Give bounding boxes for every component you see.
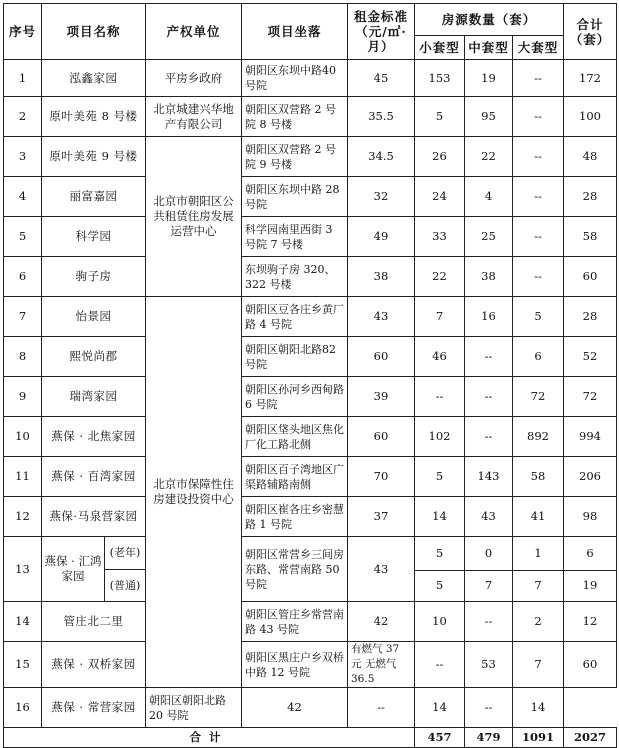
cell-large: 7 — [513, 570, 564, 601]
summary-total: 2027 — [564, 728, 617, 748]
cell-no: 16 — [4, 688, 42, 728]
cell-total: 206 — [564, 457, 617, 497]
cell-location: 朝阳区崔各庄乡密慧路 1 号院 — [242, 497, 348, 537]
header-total: 合计（套） — [564, 4, 617, 60]
cell-no: 9 — [4, 377, 42, 417]
cell-rent: 49 — [348, 217, 415, 257]
table-row — [4, 457, 617, 497]
cell-small: 102 — [415, 417, 465, 457]
cell-small: -- — [348, 688, 415, 728]
cell-owner: 北京市保障性住房建设投资中心 — [146, 297, 242, 688]
cell-location: 朝阳区豆各庄乡黄厂路 4 号院 — [242, 297, 348, 337]
cell-subtype-elderly: (老年) — [105, 537, 145, 570]
cell-medium: 25 — [465, 217, 513, 257]
cell-small: 22 — [415, 257, 465, 297]
cell-rent: 37 — [348, 497, 415, 537]
cell-total: 994 — [564, 417, 617, 457]
cell-large: 41 — [513, 497, 564, 537]
cell-total: 172 — [564, 60, 617, 97]
cell-small: 26 — [415, 137, 465, 177]
cell-rent: 43 — [348, 297, 415, 337]
table-row — [4, 688, 617, 728]
cell-subtype-regular: (普通) — [109, 578, 141, 592]
cell-large: 1 — [513, 537, 564, 571]
cell-rent: 42 — [348, 602, 415, 642]
cell-large: -- — [513, 217, 564, 257]
table-row — [4, 642, 617, 688]
cell-small: -- — [415, 642, 465, 688]
cell-medium: -- — [465, 377, 513, 417]
cell-medium: 19 — [465, 60, 513, 97]
table-row — [4, 497, 617, 537]
table-row — [4, 377, 617, 417]
cell-rent: 39 — [348, 377, 415, 417]
cell-location: 科学园南里西街 3 号院 7 号楼 — [242, 217, 348, 257]
cell-no: 13 — [4, 537, 42, 602]
cell-name: 燕保 · 双桥家园 — [42, 642, 146, 688]
cell-medium: 0 — [465, 537, 513, 571]
cell-location: 朝阳区双营路 2 号院 8 号楼 — [242, 97, 348, 137]
cell-medium: 53 — [465, 642, 513, 688]
table-row — [4, 97, 617, 137]
cell-name: 驹子房 — [42, 257, 146, 297]
table-row — [4, 177, 617, 217]
cell-medium: 43 — [465, 497, 513, 537]
cell-owner: 北京市朝阳区公共租赁住房发展运营中心 — [146, 137, 242, 297]
header-large: 大套型 — [513, 36, 564, 60]
summary-small: 457 — [415, 728, 465, 748]
cell-no: 4 — [4, 177, 42, 217]
cell-large: 7 — [513, 642, 564, 688]
summary-large: 1091 — [513, 728, 564, 748]
cell-location: 朝阳区管庄乡常营南路 43 号院 — [242, 602, 348, 642]
cell-no: 15 — [4, 642, 42, 688]
cell-total: 19 — [564, 570, 617, 601]
header-count-group: 房源数量（套） — [415, 4, 564, 36]
cell-total: 28 — [564, 297, 617, 337]
cell-name: 瑞湾家园 — [42, 377, 146, 417]
cell-large: -- — [513, 60, 564, 97]
cell-no: 5 — [4, 217, 42, 257]
cell-no: 11 — [4, 457, 42, 497]
cell-medium: -- — [465, 417, 513, 457]
cell-small: 33 — [415, 217, 465, 257]
cell-no: 3 — [4, 137, 42, 177]
header-location: 项目坐落 — [242, 4, 348, 60]
cell-total: 6 — [564, 537, 617, 571]
cell-total: 60 — [564, 257, 617, 297]
cell-total: 60 — [564, 642, 617, 688]
table-row — [4, 337, 617, 377]
cell-no: 12 — [4, 497, 42, 537]
header-medium: 中套型 — [465, 36, 513, 60]
cell-no: 8 — [4, 337, 42, 377]
cell-rent: 70 — [348, 457, 415, 497]
cell-rent: 60 — [348, 417, 415, 457]
cell-location: 朝阳区双营路 2 号院 9 号楼 — [242, 137, 348, 177]
cell-no: 2 — [4, 97, 42, 137]
cell-medium: 16 — [465, 297, 513, 337]
cell-owner: 平房乡政府 — [146, 60, 242, 97]
cell-location: 朝阳区孙河乡西甸路 6 号院 — [242, 377, 348, 417]
cell-medium: 4 — [465, 177, 513, 217]
cell-small: 5 — [415, 537, 465, 571]
cell-no: 7 — [4, 297, 42, 337]
cell-name: 熙悦尚郡 — [42, 337, 146, 377]
cell-small: 14 — [415, 497, 465, 537]
housing-table — [3, 3, 617, 748]
cell-total: 14 — [513, 688, 564, 728]
cell-small: 5 — [415, 570, 465, 601]
cell-small: 10 — [415, 602, 465, 642]
table-row — [4, 217, 617, 257]
cell-large: 2 — [513, 602, 564, 642]
header-owner: 产权单位 — [146, 4, 242, 60]
cell-small: 24 — [415, 177, 465, 217]
cell-large: -- — [513, 257, 564, 297]
table-row — [4, 417, 617, 457]
cell-small: 7 — [415, 297, 465, 337]
table-row — [4, 297, 617, 337]
cell-name-main: 燕保 · 汇鸿家园 — [42, 537, 105, 601]
cell-small: 153 — [415, 60, 465, 97]
cell-total: 12 — [564, 602, 617, 642]
cell-rent: 38 — [348, 257, 415, 297]
cell-large: 58 — [513, 457, 564, 497]
cell-medium: -- — [465, 602, 513, 642]
cell-name: 怡景园 — [42, 297, 146, 337]
cell-medium: 22 — [465, 137, 513, 177]
cell-location: 东坝驹子房 320、322 号楼 — [242, 257, 348, 297]
cell-large: 72 — [513, 377, 564, 417]
cell-medium: 143 — [465, 457, 513, 497]
header-small: 小套型 — [415, 36, 465, 60]
cell-large: 5 — [513, 297, 564, 337]
header-rent: 租金标准（元/㎡·月） — [348, 4, 415, 60]
cell-medium: 38 — [465, 257, 513, 297]
cell-rent: 34.5 — [348, 137, 415, 177]
cell-name: 管庄北二里 — [42, 602, 146, 642]
cell-rent: 42 — [242, 688, 348, 728]
cell-name: 燕保 · 常营家园 — [42, 688, 146, 728]
table-row — [4, 60, 617, 97]
cell-small: -- — [415, 377, 465, 417]
cell-location: 朝阳区朝阳北路82号院 — [242, 337, 348, 377]
cell-total: 28 — [564, 177, 617, 217]
cell-total: 72 — [564, 377, 617, 417]
cell-rent: 43 — [348, 537, 415, 602]
cell-name: 原叶美苑 9 号楼 — [42, 137, 146, 177]
cell-medium: 14 — [415, 688, 465, 728]
cell-location: 朝阳区百子湾地区广渠路辅路南侧 — [242, 457, 348, 497]
cell-rent: 60 — [348, 337, 415, 377]
table-row — [4, 537, 617, 571]
cell-name — [42, 537, 146, 602]
cell-total: 98 — [564, 497, 617, 537]
cell-no: 1 — [4, 60, 42, 97]
cell-large: 892 — [513, 417, 564, 457]
summary-label: 合计 — [4, 728, 415, 748]
cell-large: -- — [513, 97, 564, 137]
cell-name: 原叶美苑 8 号楼 — [42, 97, 146, 137]
cell-total: 48 — [564, 137, 617, 177]
cell-no: 6 — [4, 257, 42, 297]
cell-no: 10 — [4, 417, 42, 457]
cell-location: 朝阳区垡头地区焦化厂化工路北侧 — [242, 417, 348, 457]
cell-large: 6 — [513, 337, 564, 377]
summary-row — [4, 728, 617, 748]
table-row — [4, 602, 617, 642]
cell-rent: 有燃气 37 元 无燃气 36.5 — [348, 642, 415, 688]
cell-small: 5 — [415, 97, 465, 137]
cell-name: 科学园 — [42, 217, 146, 257]
cell-location: 朝阳区东坝中路40号院 — [242, 60, 348, 97]
header-no: 序号 — [4, 4, 42, 60]
cell-rent: 35.5 — [348, 97, 415, 137]
summary-medium: 479 — [465, 728, 513, 748]
cell-medium: 95 — [465, 97, 513, 137]
table-row — [4, 137, 617, 177]
cell-rent: 45 — [348, 60, 415, 97]
cell-medium: -- — [465, 337, 513, 377]
cell-name: 泓鑫家园 — [42, 60, 146, 97]
cell-total: 52 — [564, 337, 617, 377]
cell-location: 朝阳区常营乡三间房东路、常营南路 50 号院 — [242, 537, 348, 602]
cell-location: 朝阳区朝阳北路 20 号院 — [146, 688, 242, 728]
header-name: 项目名称 — [42, 4, 146, 60]
cell-small: 5 — [415, 457, 465, 497]
cell-large: -- — [513, 177, 564, 217]
cell-medium: 7 — [465, 570, 513, 601]
cell-name: 燕保·马泉营家园 — [42, 497, 146, 537]
cell-total: 58 — [564, 217, 617, 257]
cell-name: 丽富嘉园 — [42, 177, 146, 217]
cell-location: 朝阳区东坝中路 28 号院 — [242, 177, 348, 217]
cell-owner: 北京城建兴华地产有限公司 — [146, 97, 242, 137]
cell-name: 燕保 · 百湾家园 — [42, 457, 146, 497]
cell-name: 燕保 · 北焦家园 — [42, 417, 146, 457]
cell-small: 46 — [415, 337, 465, 377]
cell-total: 100 — [564, 97, 617, 137]
cell-large: -- — [513, 137, 564, 177]
table-row — [4, 257, 617, 297]
cell-location: 朝阳区黑庄户乡双桥中路 12 号院 — [242, 642, 348, 688]
cell-rent: 32 — [348, 177, 415, 217]
cell-no: 14 — [4, 602, 42, 642]
cell-large: -- — [465, 688, 513, 728]
